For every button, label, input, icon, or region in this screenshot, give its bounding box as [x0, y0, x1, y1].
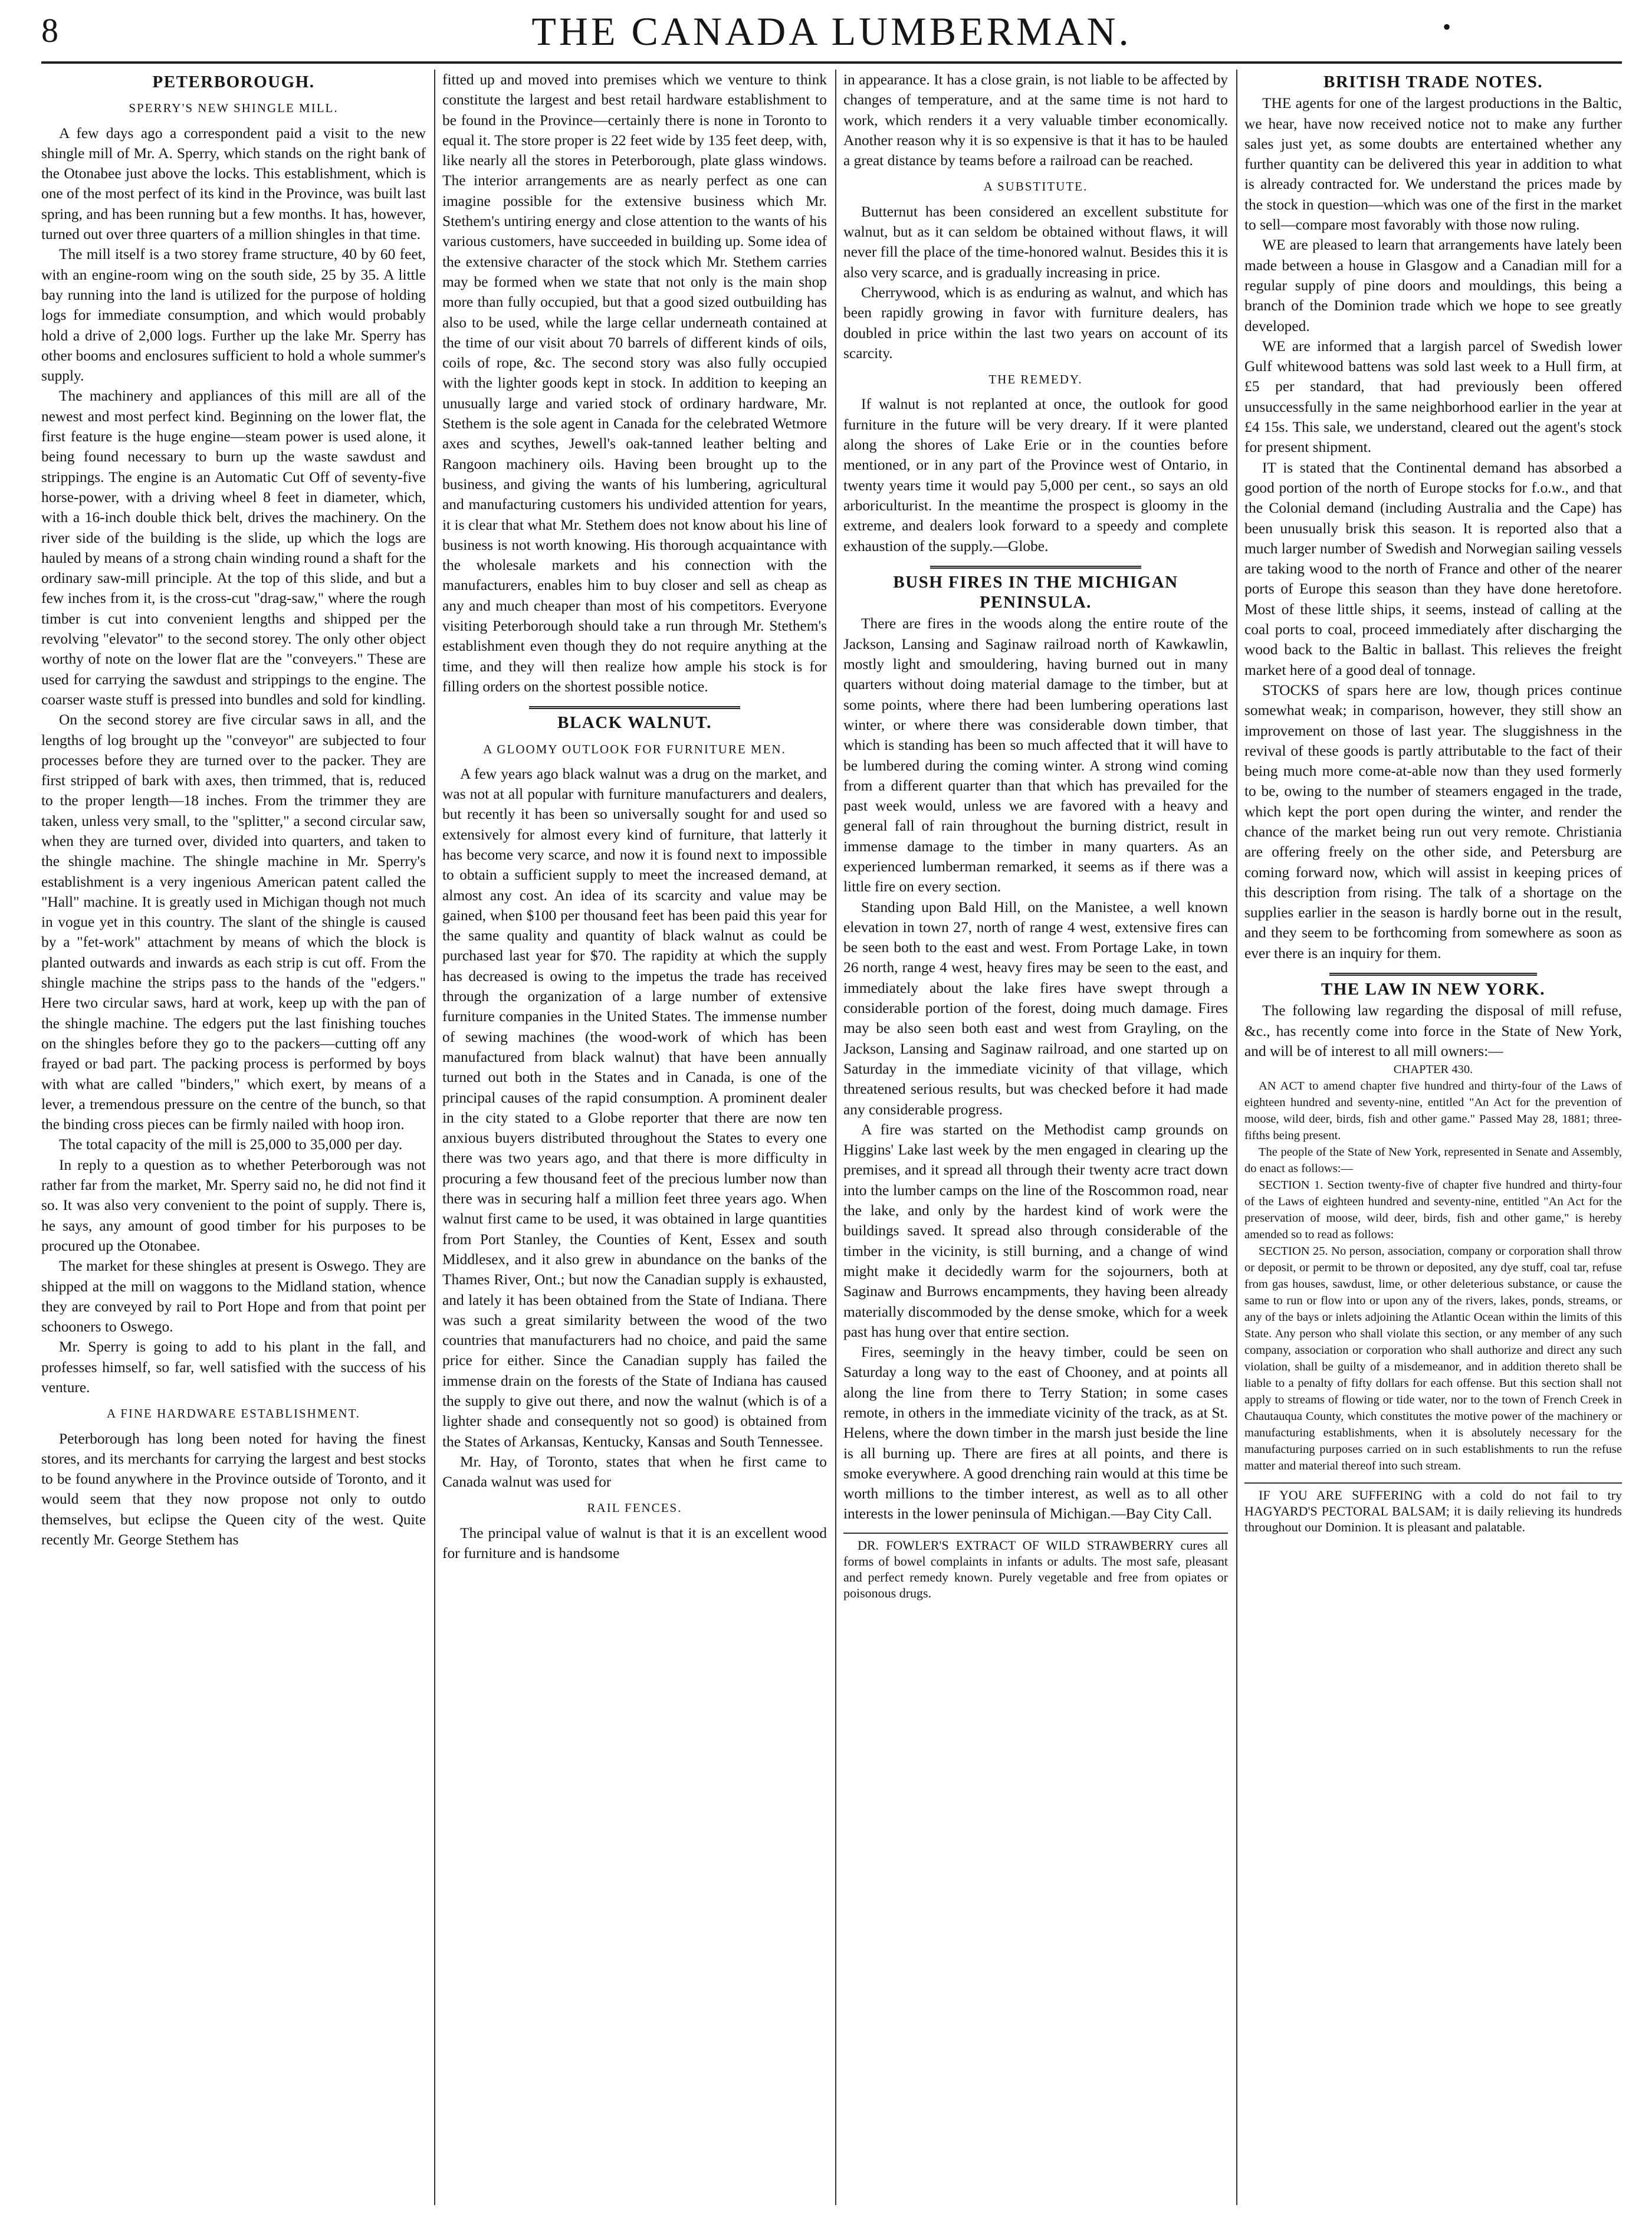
- paragraph: The market for these shingles at present is Oswego. They are shipped at the mill on waggons to the Midland station, whence they are conveyed by rail to Port Hope and from that point per schooners to Oswego.: [41, 1258, 426, 1336]
- chapter-heading: CHAPTER 430.: [1393, 1063, 1473, 1077]
- column-3: [843, 70, 1228, 2199]
- paragraph: Mr. Hay, of Toronto, states that when he first came to Canada walnut was used for: [442, 1453, 827, 1491]
- paragraph: Cherrywood, which is as enduring as walnut, and which has been rapidly growing in favor with furniture dealers, has doubled in price within the last two years on account of its scarcity.: [843, 284, 1228, 362]
- paragraph: A few years ago black walnut was a drug on the market, and was not at all popular with furniture manufacturers and dealers, but recently it has been so universally sought for and used so extensively for almost every kind of furniture, that latterly it has become very scarce, and now it is found next to impossible to obtain a sufficient supply to meet the increased demand, at almost any cost. An idea of its scarcity and value may be gained, when $100 per thousand feet has been paid this year for the same quality and quantity of black walnut as could be purchased last year for $70. The rapidity at which the supply has decreased is owing to the impetus the trade has received through the organization of a large number of extensive furniture companies in the United States. The immense number of sewing machines (the wood-work of which has been manufactured from black walnut) that have been annually turned out both in the States and in Canada, is one of the principal causes of the rapid consumption. A prominent dealer in the city stated to a Globe reporter that there are now ten anxious buyers distributed throughout the States to every one there was two years ago, and that there is more difficulty in procuring a few thousand feet of the precious lumber now than there was in securing half a million feet three years ago. When walnut first came to be used, it was obtained in large quantities from Port Stanley, the Counties of Kent, Essex and south Middlesex, and it also grew in abundance on the banks of the Thames River, Ont.; but now the Canadian supply is exhausted, and lately it has been obtained from the State of Indiana. There was such a great similarity between the wood of the two countries that manufacturers had no choice, and paid the same price for either. Since the Canadian supply has failed the immense drain on the forests of the State of Indiana has caused the supply to give out there, and now the walnut (which is of a lighter shade and consequently not so good) is obtained from the States of Arkansas, Kentucky, Kansas and South Tennessee.: [442, 765, 827, 1450]
- paragraph: There are fires in the woods along the entire route of the Jackson, Lansing and Saginaw railroad north of Kawkawlin, mostly light and smouldering, having burned out in many quarters without doing material damage to the timber, but at some points, where there had been lumbering operations last winter, or where there was considerable down timber, that which is standing has been so much affected that it will have to be lumbered during the coming winter. A strong wind coming from a different quarter than that which has prevailed for the past week would, unless we are favored with a heavy and general fall of rain throughout the burning district, result in immense damage to the timber in many quarters. As an experienced lumberman remarked, it seems as if there was a little fire on every section.: [843, 615, 1228, 895]
- paragraph: THE agents for one of the largest productions in the Baltic, we hear, have now received notice not to make any further sales just yet, as some doubts are entertained whether any further quantity can be delivered this year in addition to what is already contracted for. We understand the prices made by the stock in question—which was one of the first in the market to sell—compare most favorably with those now ruling.: [1244, 95, 1622, 234]
- law-text: [1244, 1061, 1622, 1474]
- advertisement-text: IF YOU ARE SUFFERING with a cold do not fail to try HAGYARD'S PECTORAL BALSAM; it is daily relieving its hundreds throughout our Dominion. It is pleasant and palatable.: [1244, 1488, 1622, 1535]
- article-subheading: A GLOOMY OUTLOOK FOR FURNITURE MEN.: [483, 742, 786, 756]
- paragraph: The mill itself is a two storey frame structure, 40 by 60 feet, with an engine-room wing on the south side, 25 by 35. A little bay running into the land is utilized for the purpose of holding logs for immediate consumption, and which would probably hold a drive of 2,000 logs. Further up the lake Mr. Sperry has other booms and enclosures sufficient to hold a whole summer's supply.: [41, 246, 426, 385]
- paragraph: WE are informed that a largish parcel of Swedish lower Gulf whitewood battens was sold last week to a Hull firm, at £5 per standard, that had previously been offered unsuccessfully in the same neighborhood earlier in the year at £4 15s. This sale, we understand, cleared out the agent's stock for present shipment.: [1244, 337, 1622, 456]
- column-2: [442, 70, 827, 2199]
- paragraph: The machinery and appliances of this mill are all of the newest and most perfect kind. Beginning on the lower flat, the first feature is the huge engine—steam power is used alone, it being found necessary to burn up the waste sawdust and strippings. The engine is an Automatic Cut Off of seventy-five horse-power, with a driving wheel 8 feet in diameter, which, with a 16-inch double thick belt, drives the machinery. On the river side of the building is the slide, up which the logs are hauled by means of a strong chain winding round a shaft for the ordinary saw-mill principle. At the top of this slide, and but a few inches from it, is the cross-cut "drag-saw," where the rough timber is cut into convenient lengths and shipped per the revolving "elevator" to the second storey. The only other object worthy of note on the lower flat are the "conveyers." These are used for carrying the sawdust and strippings to the engine. The coarser waste stuff is pressed into bundles and sold for kindling.: [41, 388, 426, 708]
- newspaper-title: THE CANADA LUMBERMAN.: [531, 9, 1132, 54]
- paragraph: WE are pleased to learn that arrangements have lately been made between a house in Glasgow and a Canadian mill for a regular supply of pine doors and mouldings, this being a branch of the Dominion trade which we hope to see greatly developed.: [1244, 237, 1622, 334]
- paragraph: Peterborough has long been noted for having the finest stores, and its merchants for carrying the largest and best stocks to be found anywhere in the Province outside of Toronto, and it would seem that they now propose not only to outdo themselves, but eclipse the Queen city of the west. Quite recently Mr. George Stethem has: [41, 1430, 426, 1549]
- column-1: [41, 70, 426, 2199]
- paragraph: Butternut has been considered an excellent substitute for walnut, but as it can seldom be obtained without flaws, it will never fill the place of the time-honored walnut. Besides this it is also very scarce, and is gradually increasing in price.: [843, 203, 1228, 281]
- paragraph: STOCKS of spars here are low, though prices continue somewhat weak; in comparison, however, they still show an improvement on those of last year. The sluggishness in the revival of these goods is partly attributable to the fact of their being much more come-at-able now than they used formerly to be, owing to the number of steamers engaged in the trade, which kept the port open during the winter, and render the chance of the market being run out very remote. Christiania are offering freely on the other side, and Petersburg are coming forward now, which will assist in keeping prices of this description from rising. The talk of a shortage on the supplies earlier in the season is hardly borne out in the result, and they seem to be forthcoming from somewhere as soon as ever there is an inquiry for them.: [1244, 681, 1622, 962]
- article-heading: BLACK WALNUT.: [557, 713, 712, 733]
- page-number: 8: [41, 11, 58, 50]
- section-divider: [529, 706, 741, 709]
- section-subheading: RAIL FENCES.: [587, 1501, 682, 1515]
- advertisement-text: DR. FOWLER'S EXTRACT OF WILD STRAWBERRY cures all forms of bowel complaints in infants or adults. The most safe, pleasant and perfect remedy known. Purely vegetable and free from opiates or poisonous drugs.: [843, 1537, 1228, 1600]
- section-subheading: THE REMEDY.: [988, 372, 1083, 387]
- paragraph: A fire was started on the Methodist camp grounds on Higgins' Lake last week by the men engaged in clearing up the premises, and it spread all through their twenty acre tract down into the lumber camps on the line of the Roscommon road, near the lake, and only by the hardest kind of work were the buildings saved. It spread also through considerable of the timber in the vicinity, is still burning, and a change of wind might make it decidedly warm for the sojourners, both at Saginaw and Burrows encampments, they having been already materially discommoded by the dense smoke, which for a week past has hung over that entire section.: [843, 1121, 1228, 1340]
- section-subheading: A FINE HARDWARE ESTABLISHMENT.: [106, 1406, 361, 1421]
- enacting-clause: The people of the State of New York, represented in Senate and Assembly, do enact as follows:—: [1244, 1146, 1622, 1176]
- column-divider: [1236, 70, 1237, 2205]
- paragraph: Fires, seemingly in the heavy timber, could be seen on Saturday a long way to the east of Chooney, and at points all along the line from there to Terry Station; in some cases remote, in others in the immediate vicinity of the track, as at St. Helens, where the down timber in the marsh just beside the line is all burning up. There are fires at all points, and there is smoke everywhere. A good drenching rain would at this time be worth millions to the timber interest, as well as to all other interests in the lower peninsula of Michigan.—Bay City Call.: [843, 1344, 1228, 1523]
- paragraph: in appearance. It has a close grain, is not liable to be affected by changes of temperature, and at the same time is not hard to work, which renders it a very valuable timber economically. Another reason why it is so expensive is that it has to be hauled a great distance by teams before a railroad can be reached.: [843, 71, 1228, 169]
- article-heading: PETERBOROUGH.: [152, 73, 315, 91]
- article-heading: BUSH FIRES IN THE MICHIGAN PENINSULA.: [893, 572, 1178, 612]
- advertisement: [843, 1533, 1228, 1601]
- paragraph: The following law regarding the disposal of mill refuse, &c., has recently come into force in the State of New York, and will be of interest to all mill owners:—: [1244, 1002, 1622, 1059]
- advertisement: [1244, 1482, 1622, 1535]
- paragraph: IT is stated that the Continental demand has absorbed a good portion of the north of Europe stocks for f.o.w., and that the Colonial demand (including Australia and the Cape) has been unusually brisk this season. It is reported also that a much larger number of Swedish and Norwegian sailing vessels are taking wood to the north of France and other of the nearer ports of Europe this season than they have done heretofore. Most of these little ships, it seems, instead of calling at the coal ports to coal, proceed immediately after discharging the wood back to the Baltic in ballast. This relieves the freight market here of a good deal of tonnage.: [1244, 459, 1622, 678]
- law-section: SECTION 25. No person, association, company or corporation shall throw or deposit, or permit to be thrown or deposited, any dye stuff, coal tar, refuse from gas houses, sawdust, lime, or other deleterious substance, or cause the same to run or flow into or upon any of the rivers, lakes, ponds, streams, or any of the bays or inlets adjoining the Atlantic Ocean within the limits of this State. Any person who shall violate this section, or any member of any such company, association or corporation who shall authorize and direct any such violation, shall be guilty of a misdemeanor, and in addition thereto shall be liable to a penalty of fifty dollars for each offense. But this section shall not apply to streams of flowing or tide water, nor to the town of French Creek in Chautauqua County, which constitutes the motive power of the machinery or manufacturing establishments, when it is absolutely necessary for the manufacturing purposes carried on in such establishments to run the refuse matter and material thereof into such stream.: [1244, 1245, 1622, 1473]
- paragraph: The total capacity of the mill is 25,000 to 35,000 per day.: [59, 1136, 403, 1153]
- law-section: SECTION 1. Section twenty-five of chapter five hundred and thirty-four of the Laws of eighteen hundred and seventy-nine, entitled "An Act for the preservation of moose, wild deer, birds, fish and other game," is hereby amended so to read as follows:: [1244, 1179, 1622, 1242]
- paragraph: A few days ago a correspondent paid a visit to the new shingle mill of Mr. A. Sperry, which stands on the right bank of the Otonabee just above the locks. This establishment, which is one of the most perfect of its kind in the Province, was built last spring, and has been running but a few months. It has, however, turned out over three quarters of a million shingles in that time.: [41, 124, 426, 243]
- article-subheading: SPERRY'S NEW SHINGLE MILL.: [129, 101, 339, 116]
- section-divider: [930, 566, 1142, 569]
- column-divider: [835, 70, 836, 2205]
- paragraph: fitted up and moved into premises which we venture to think constitute the largest and best retail hardware establishment to be found in the Province—certainly there is none in Toronto to equal it. The store proper is 22 feet wide by 135 feet deep, with, like nearly all the stores in Peterborough, plate glass windows. The interior arrangements are as nearly perfect as one can imagine possible for the extensive business which Mr. Stethem's untiring energy and close attention to the wants of his various customers, have succeeded in building up. Some idea of the extensive character of the stock which Mr. Stethem carries may be formed when we state that not only is the main shop more than fully occupied, but that a good sized outbuilding has also to be used, while the large cellar underneath contained at the time of our visit about 70 barrels of different kinds of oils, coils of rope, &c. The second story was also fully occupied with the lighter goods kept in stock. In addition to keeping an unusually large and varied stock of ordinary hardware, Mr. Stethem is the sole agent in Canada for the celebrated Wetmore axes and scythes, Jewell's oak-tanned leather belting and Rangoon machinery oils. Having been brought up to the business, and giving the wants of his lumbering, agricultural and manufacturing customers his undivided attention for years, it is clear that what Mr. Stethem does not know about his line of business is not worth knowing. His thorough acquaintance with the wholesale markets and his connection with the manufacturers, enables him to buy closer and sell as cheap as any and much cheaper than most of his competitors. Everyone visiting Peterborough should take a run through Mr. Stethem's establishment even though they do not require anything at the time, and they will then realize how ample his stock is for filling orders on the shortest possible notice.: [442, 71, 827, 695]
- article-heading: BRITISH TRADE NOTES.: [1323, 73, 1543, 91]
- paragraph: The principal value of walnut is that it is an excellent wood for furniture and is handsome: [442, 1524, 827, 1562]
- act-title: AN ACT to amend chapter five hundred and thirty-four of the Laws of eighteen hundred and seventy-nine, entitled "An Act for the prevention of moose, wild deer, birds, fish and other game." Passed May 28, 1881; three-fifths being present.: [1244, 1080, 1622, 1143]
- masthead: [41, 7, 1622, 64]
- paragraph: If walnut is not replanted at once, the outlook for good furniture in the future will be very dreary. If it were planted along the shores of Lake Erie or in the counties before mentioned, or in any part of the Province west of Ontario, in twenty years time it would pay 5,000 per cent., so says an old arboriculturist. In the meantime the prospect is gloomy in the extreme, and dealers look forward to a speedy and complete exhaustion of the supply.—Globe.: [843, 396, 1228, 555]
- paragraph: On the second storey are five circular saws in all, and the lengths of log brought up the "conveyor" are subjected to four processes before they are turned over to the packer. They are first stripped of bark with axes, then trimmed, that is, reduced to the proper length—18 inches. From the trimmer they are taken, unless very small, to the "splitter," a second circular saw, when they are turned over, divided into quarters, and taken to the shingle machine. The shingle machine in Mr. Sperry's establishment is a very ingenious American patent called the "Hall" machine. It is greatly used in Michigan though not much in vogue yet in this country. The slant of the shingle is caused by a "fet-work" attachment by means of which the block is planted outwards and inwards as each strip is cut off. From the shingle machine the strips pass to the hands of the "edgers." Here two circular saws, hard at work, keep up with the pan of the shingle machine. The edgers put the last finishing touches on the shingles before they go to the packers—cutting off any frayed or bad part. The packing process is performed by boys with what are called "binders," which exert, by means of a lever, a tremendous pressure on the centre of the bunch, so that the binding cross pieces can be firmly nailed with hoop iron.: [41, 711, 426, 1133]
- paragraph: In reply to a question as to whether Peterborough was not rather far from the market, Mr. Sperry said no, he did not find it so. It was also very convenient to the point of supply. There is, he says, any amount of good timber for his purposes to be procured up the Otonabee.: [41, 1156, 426, 1254]
- section-subheading: A SUBSTITUTE.: [983, 179, 1088, 194]
- column-4: [1244, 70, 1622, 2199]
- paragraph: Standing upon Bald Hill, on the Manistee, a well known elevation in town 27, north of range 4 west, extensive fires can be seen both to the east and west. From Portage Lake, in town 26 north, range 4 west, heavy fires may be seen to the east, and immediately about the lake fires have swept through a considerable portion of the forest, doing much damage. Fires may be also seen both east and west from Grayling, on the Jackson, Lansing and Saginaw railroad, and one started up on Saturday in the immediate vicinity of that village, which threatened serious results, but was checked before it had made any considerable progress.: [843, 898, 1228, 1118]
- article-heading: THE LAW IN NEW YORK.: [1321, 980, 1545, 999]
- section-divider: [1329, 973, 1537, 976]
- column-divider: [434, 70, 435, 2205]
- printer-mark-icon: •: [1442, 14, 1451, 40]
- paragraph: Mr. Sperry is going to add to his plant in the fall, and professes himself, so far, well satisfied with the success of his venture.: [41, 1338, 426, 1396]
